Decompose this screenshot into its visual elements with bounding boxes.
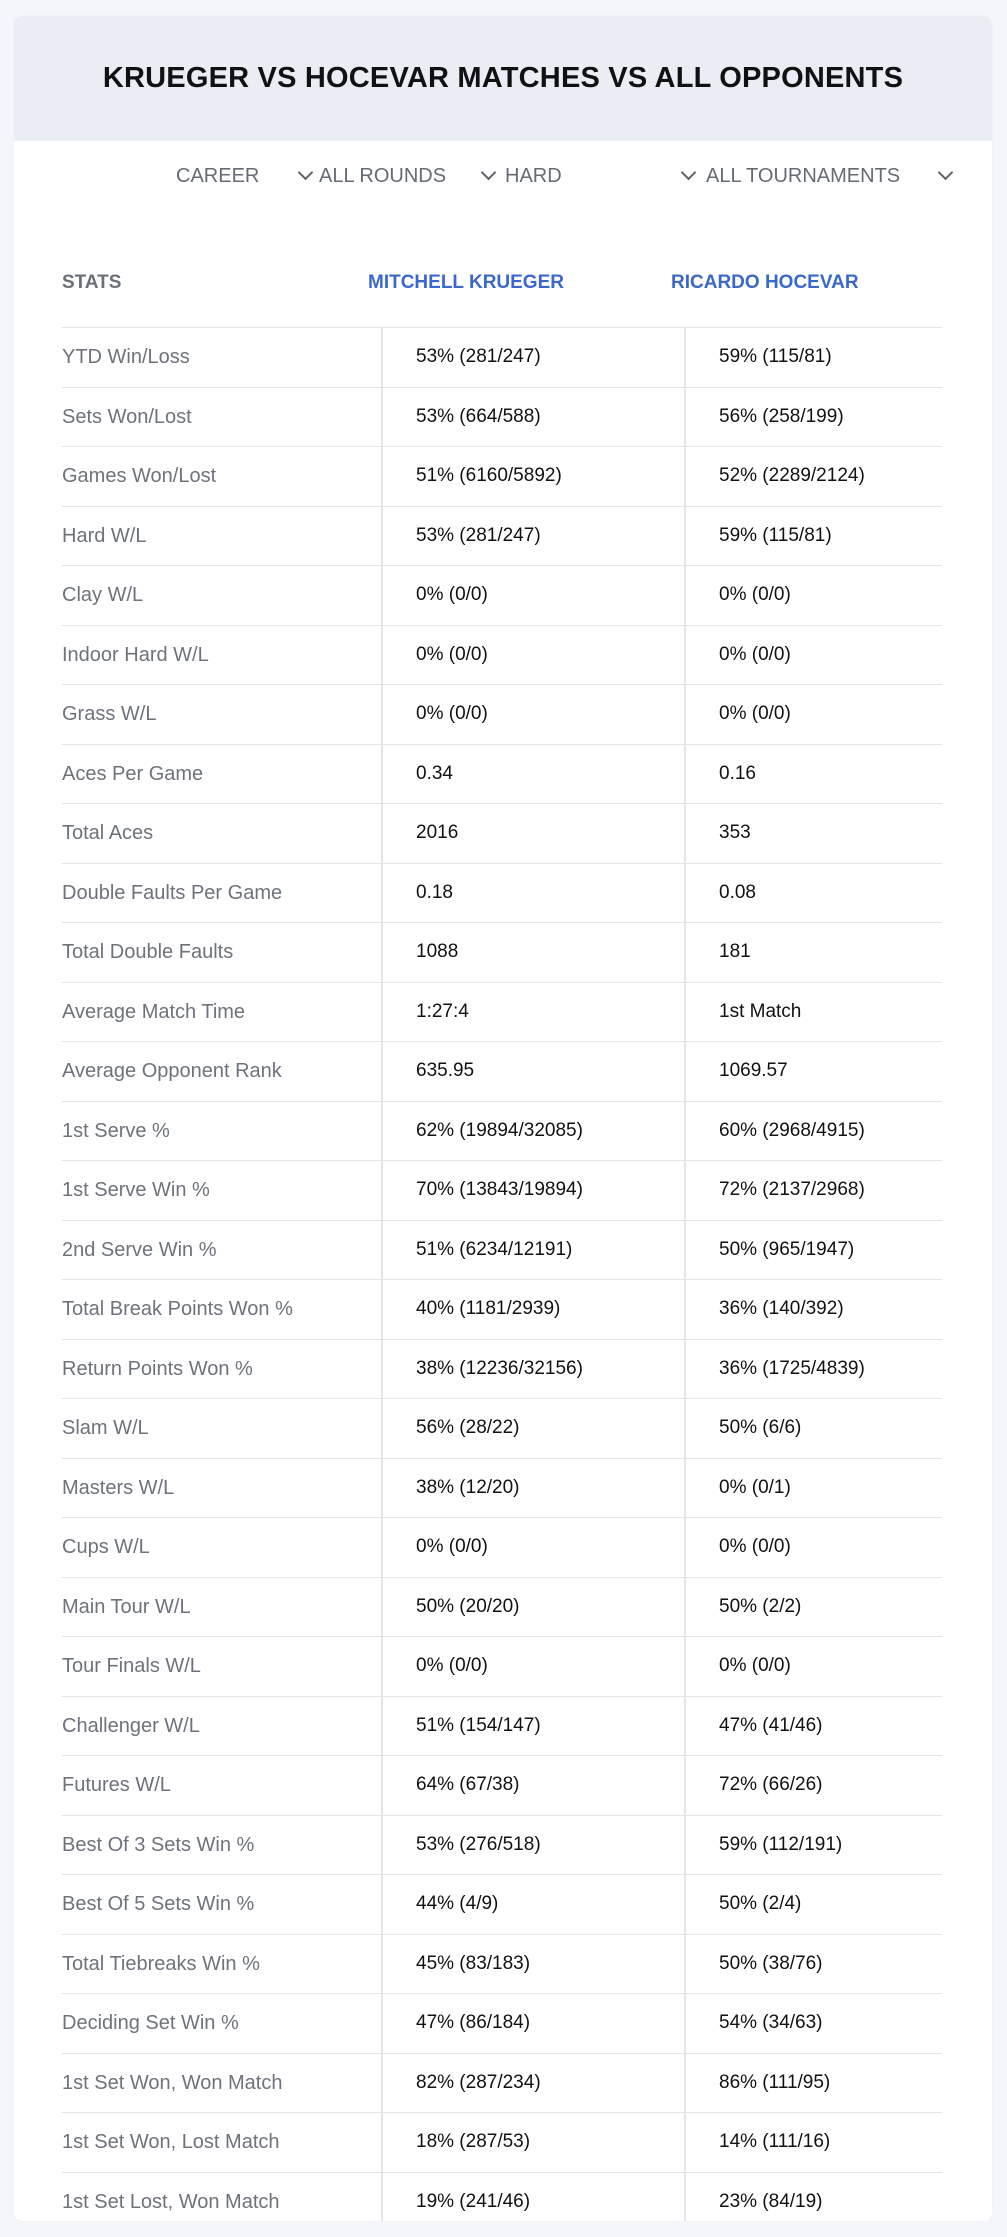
column-divider [381, 327, 383, 2221]
player2-stat-value: 0.16 [719, 762, 756, 784]
player2-stat-value: 50% (965/1947) [719, 1238, 855, 1260]
chevron-down-icon [298, 165, 314, 181]
player1-stat-value: 70% (13843/19894) [416, 1179, 583, 1200]
table-body [62, 328, 942, 2221]
player2-stat-value: 60% (2968/4915) [719, 1119, 865, 1141]
player2-stat-value: 14% (111/16) [719, 2131, 831, 2152]
stat-label: 2nd Serve Win % [62, 1238, 217, 1261]
stat-label: Tour Finals W/L [62, 1655, 201, 1677]
player2-stat-value: 36% (1725/4839) [719, 1357, 865, 1379]
player2-stat-value: 59% (115/81) [719, 346, 832, 367]
player2-stat-value: 50% (38/76) [719, 1952, 823, 1974]
table-row [62, 745, 942, 805]
player2-stat-value: 1st Match [719, 1000, 802, 1022]
player1-stat-value: 53% (276/518) [416, 1833, 541, 1855]
table-row [62, 1518, 942, 1578]
player2-stat-value: 1069.57 [719, 1060, 788, 1081]
rounds-select-value: ALL ROUNDS [319, 164, 447, 187]
player1-column-header[interactable]: MITCHELL KRUEGER [368, 272, 564, 293]
player1-stat-value: 50% (20/20) [416, 1595, 520, 1617]
player2-stat-value: 0% (0/0) [719, 643, 791, 665]
player1-stat-value: 64% (67/38) [416, 1774, 520, 1795]
player1-stat-value: 45% (83/183) [416, 1952, 531, 1974]
player1-stat-value: 0% (0/0) [416, 643, 488, 665]
surface-select[interactable] [505, 141, 693, 211]
table-row [62, 1459, 942, 1519]
player1-stat-value: 40% (1181/2939) [416, 1298, 561, 1319]
table-row [62, 626, 942, 686]
player1-stat-value: 51% (6160/5892) [416, 465, 562, 486]
player1-stat-value: 19% (241/46) [416, 2190, 531, 2212]
stat-label: Double Faults Per Game [62, 881, 283, 904]
player2-stat-value: 0.08 [719, 881, 756, 903]
table-row [62, 1756, 942, 1816]
table-row [62, 507, 942, 567]
player1-stat-value: 53% (281/247) [416, 524, 541, 546]
stat-label: Games Won/Lost [62, 465, 217, 487]
stat-label: Challenger W/L [62, 1714, 200, 1737]
period-select-value: CAREER [176, 164, 260, 187]
table-row [62, 1875, 942, 1935]
table-row [62, 1816, 942, 1876]
stat-label: Clay W/L [62, 584, 144, 606]
table-row [62, 1697, 942, 1757]
player1-stat-value: 51% (154/147) [416, 1714, 541, 1736]
stat-label: Best Of 5 Sets Win % [62, 1893, 255, 1915]
stats-column-header: STATS [62, 272, 122, 293]
table-row [62, 388, 942, 448]
player2-stat-value: 181 [719, 941, 751, 962]
table-row [62, 983, 942, 1043]
stat-label: Average Opponent Rank [62, 1060, 282, 1082]
player1-stat-value: 38% (12236/32156) [416, 1357, 583, 1379]
stat-label: Total Aces [62, 822, 154, 844]
stat-label: Sets Won/Lost [62, 405, 192, 428]
player2-stat-value: 23% (84/19) [719, 2190, 823, 2212]
table-row [62, 864, 942, 924]
player2-stat-value: 52% (2289/2124) [719, 465, 865, 486]
player2-stat-value: 56% (258/199) [719, 405, 844, 427]
stat-label: 1st Set Won, Won Match [62, 2071, 283, 2094]
player2-stat-value: 59% (115/81) [719, 524, 832, 546]
player2-column-header[interactable]: RICARDO HOCEVAR [671, 272, 859, 293]
page-title: KRUEGER VS HOCEVAR MATCHES VS ALL OPPONENTS [102, 62, 904, 94]
stat-label: Total Break Points Won % [62, 1298, 293, 1320]
surface-select-value: HARD [505, 164, 562, 187]
player2-stat-value: 86% (111/95) [719, 2071, 831, 2093]
player2-stat-value: 72% (2137/2968) [719, 1179, 865, 1200]
stat-label: Aces Per Game [62, 762, 204, 785]
table-row [62, 804, 942, 864]
page-header [14, 16, 992, 141]
player1-stat-value: 1:27:4 [416, 1000, 469, 1022]
player1-stat-value: 635.95 [416, 1060, 475, 1081]
player1-stat-value: 47% (86/184) [416, 2012, 531, 2033]
player2-stat-value: 50% (2/2) [719, 1595, 802, 1617]
player1-stat-value: 38% (12/20) [416, 1476, 520, 1498]
tournaments-select-value: ALL TOURNAMENTS [706, 164, 901, 187]
stat-label: Total Double Faults [62, 941, 234, 963]
player1-stat-value: 18% (287/53) [416, 2131, 531, 2152]
player2-stat-value: 0% (0/0) [719, 584, 791, 605]
table-row [62, 1399, 942, 1459]
player1-stat-value: 0% (0/0) [416, 584, 488, 605]
table-row [62, 2113, 942, 2173]
stat-label: 1st Serve % [62, 1119, 170, 1142]
player1-stat-value: 1088 [416, 941, 459, 962]
table-row [62, 1935, 942, 1995]
player1-stat-value: 62% (19894/32085) [416, 1119, 583, 1141]
filter-bar [14, 141, 992, 211]
player1-stat-value: 0.34 [416, 762, 453, 784]
player2-stat-value: 47% (41/46) [719, 1714, 823, 1736]
table-row [62, 1340, 942, 1400]
stat-label: 1st Serve Win % [62, 1179, 210, 1201]
player1-stat-value: 82% (287/234) [416, 2071, 541, 2093]
column-divider [684, 327, 686, 2221]
player2-stat-value: 50% (2/4) [719, 1893, 802, 1914]
stat-label: Grass W/L [62, 703, 157, 725]
table-row [62, 1102, 942, 1162]
table-row [62, 2054, 942, 2114]
player1-stat-value: 0% (0/0) [416, 1536, 488, 1557]
stat-label: YTD Win/Loss [62, 346, 190, 368]
stat-label: Hard W/L [62, 524, 147, 547]
player1-stat-value: 51% (6234/12191) [416, 1238, 573, 1260]
player2-stat-value: 50% (6/6) [719, 1417, 802, 1438]
stats-table [62, 246, 942, 2221]
table-row [62, 685, 942, 745]
player1-stat-value: 44% (4/9) [416, 1893, 499, 1914]
tournaments-select[interactable] [706, 141, 954, 211]
stat-label: 1st Set Lost, Won Match [62, 2190, 280, 2213]
table-row [62, 1161, 942, 1221]
table-row [62, 923, 942, 983]
player2-stat-value: 353 [719, 822, 751, 843]
player1-stat-value: 0% (0/0) [416, 703, 488, 724]
stat-label: Deciding Set Win % [62, 2012, 239, 2034]
table-row [62, 447, 942, 507]
table-row [62, 566, 942, 626]
table-row [62, 1280, 942, 1340]
stat-label: Total Tiebreaks Win % [62, 1952, 260, 1975]
stat-label: Slam W/L [62, 1417, 149, 1439]
player1-stat-value: 53% (281/247) [416, 346, 541, 367]
player1-stat-value: 53% (664/588) [416, 405, 541, 427]
stat-label: Futures W/L [62, 1774, 171, 1796]
stat-label: Best Of 3 Sets Win % [62, 1833, 255, 1856]
player2-stat-value: 72% (66/26) [719, 1774, 823, 1795]
player1-stat-value: 56% (28/22) [416, 1417, 520, 1438]
table-row [62, 1637, 942, 1697]
player2-stat-value: 0% (0/0) [719, 1536, 791, 1557]
stat-label: 1st Set Won, Lost Match [62, 2131, 280, 2153]
player2-stat-value: 59% (112/191) [719, 1833, 843, 1855]
table-header [62, 246, 942, 328]
stat-label: Average Match Time [62, 1000, 246, 1023]
player1-stat-value: 0% (0/0) [416, 1655, 488, 1676]
player1-stat-value: 2016 [416, 822, 459, 843]
table-row [62, 1042, 942, 1102]
stat-label: Masters W/L [62, 1476, 175, 1499]
table-row [62, 1221, 942, 1281]
player2-stat-value: 0% (0/1) [719, 1476, 791, 1498]
chevron-down-icon [938, 165, 954, 181]
stat-label: Indoor Hard W/L [62, 643, 209, 666]
stat-label: Return Points Won % [62, 1357, 253, 1380]
stat-label: Cups W/L [62, 1536, 150, 1558]
player2-stat-value: 54% (34/63) [719, 2012, 823, 2033]
rounds-select[interactable] [319, 141, 497, 211]
player1-stat-value: 0.18 [416, 881, 453, 903]
chevron-down-icon [481, 165, 497, 181]
player2-stat-value: 0% (0/0) [719, 1655, 791, 1676]
stat-label: Main Tour W/L [62, 1595, 191, 1618]
table-row [62, 1994, 942, 2054]
table-row [62, 1578, 942, 1638]
table-row [62, 2173, 942, 2222]
period-select[interactable] [176, 141, 314, 211]
table-row [62, 328, 942, 388]
stats-card [14, 16, 992, 2221]
chevron-down-icon [681, 165, 697, 181]
player2-stat-value: 36% (140/392) [719, 1298, 844, 1319]
player2-stat-value: 0% (0/0) [719, 703, 791, 724]
